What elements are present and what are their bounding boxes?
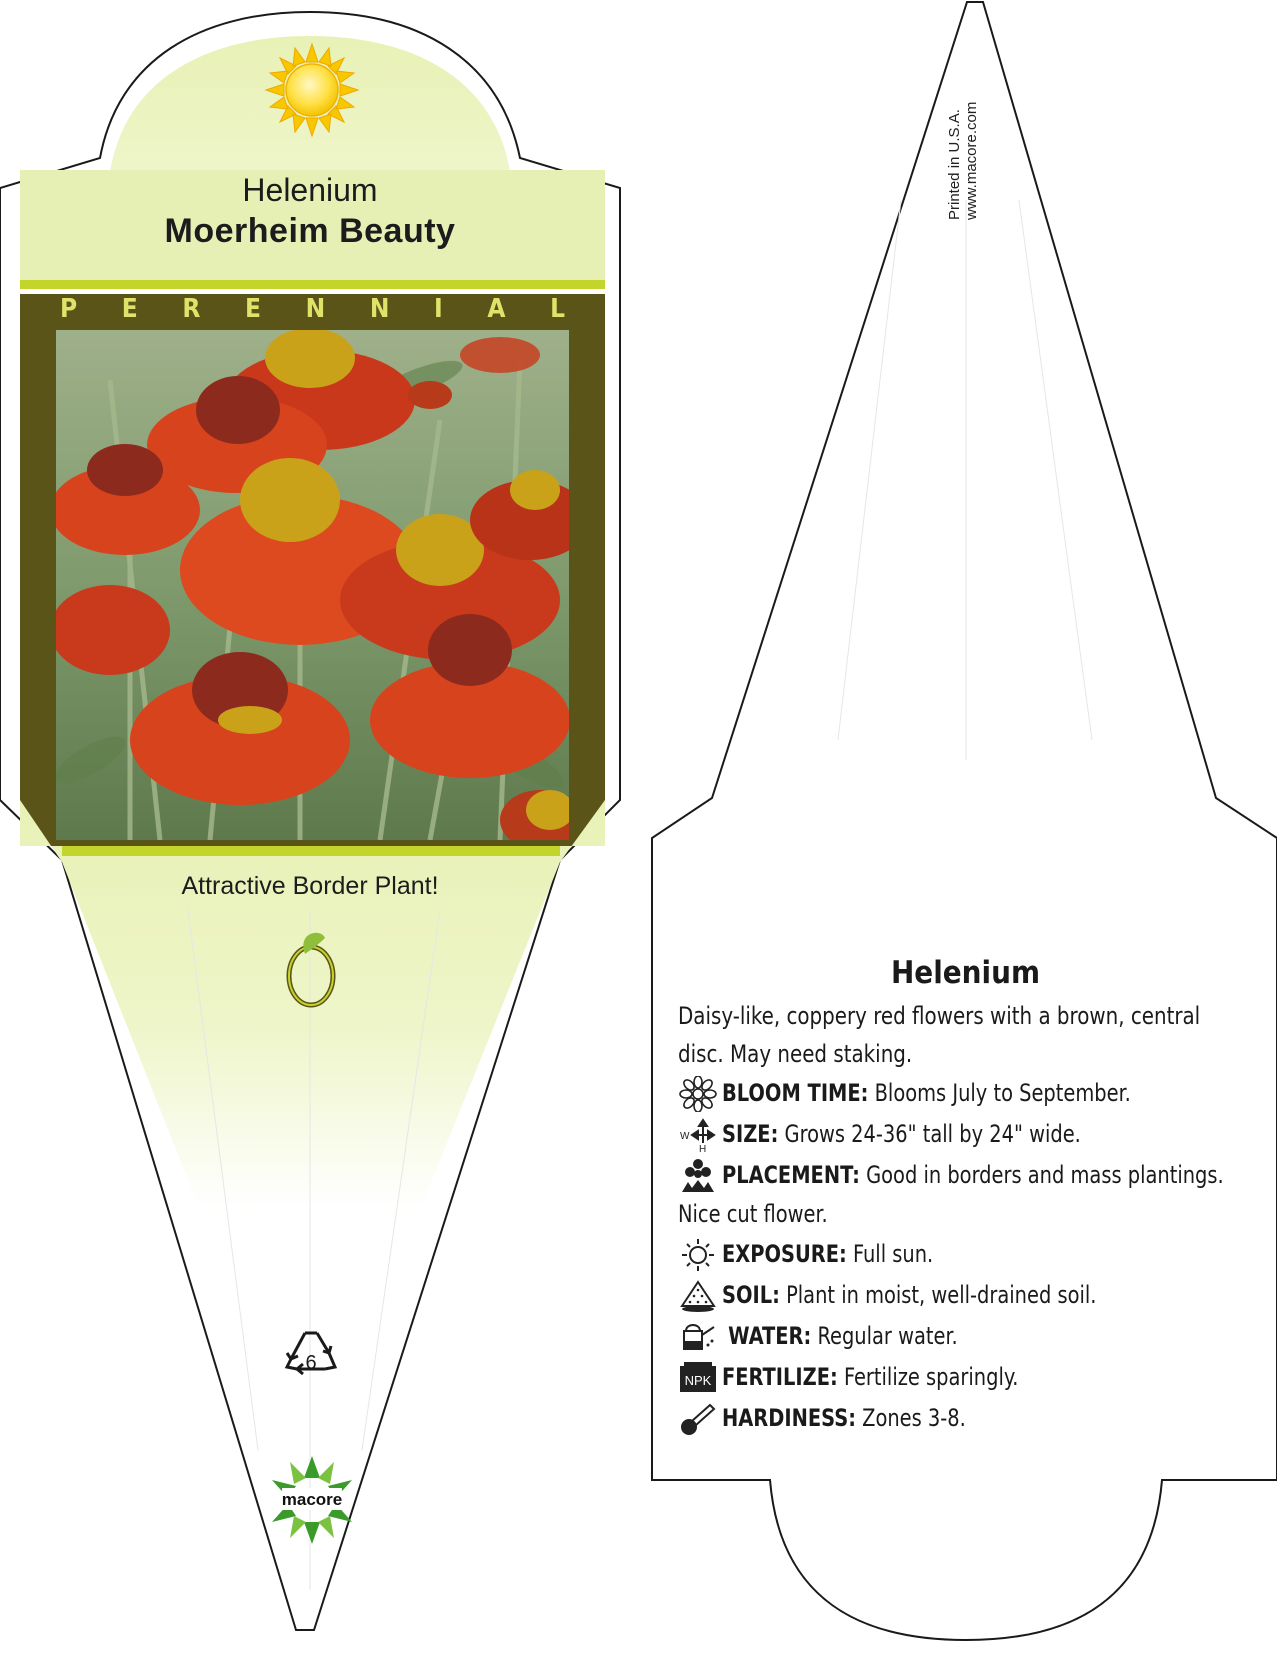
website: www.macore.com <box>963 101 980 220</box>
care-text: Zones 3-8. <box>862 1404 966 1432</box>
bloom-flower-icon <box>678 1076 722 1112</box>
care-row-exposure <box>678 1234 1268 1275</box>
plant-photo <box>48 328 590 850</box>
category-letter: P <box>60 294 78 324</box>
category-letter: L <box>550 294 565 324</box>
care-text: Plant in moist, well-drained soil. <box>786 1281 1097 1309</box>
care-row-placement <box>678 1155 1268 1196</box>
plant-tagline: Attractive Border Plant! <box>181 872 439 900</box>
category-letter: E <box>245 294 261 324</box>
category-letter: N <box>369 294 390 324</box>
plant-category <box>50 294 575 324</box>
size-arrows-icon <box>678 1117 722 1153</box>
care-row-size <box>678 1114 1268 1155</box>
size-h-label: H <box>699 1143 707 1153</box>
lime-divider-top <box>20 280 605 289</box>
care-row-soil <box>678 1275 1268 1316</box>
printer-info <box>946 50 980 220</box>
category-letter: R <box>182 294 201 324</box>
sun-icon <box>266 44 358 136</box>
care-row-hardiness <box>678 1398 1268 1439</box>
plant-cultivar: Moerheim Beauty <box>164 212 456 250</box>
care-label: FERTILIZE: <box>722 1363 838 1391</box>
care-label: BLOOM TIME: <box>722 1079 869 1107</box>
placement-icon <box>678 1158 722 1194</box>
care-label: SOIL: <box>722 1281 780 1309</box>
care-label: SIZE: <box>722 1120 779 1148</box>
plant-genus: Helenium <box>242 172 378 208</box>
care-row-water <box>678 1316 1268 1357</box>
care-text: Full sun. <box>852 1240 934 1268</box>
care-text: Fertilize sparingly. <box>843 1363 1019 1391</box>
placement-continued: Nice cut flower. <box>678 1200 828 1228</box>
category-letter: E <box>121 294 138 324</box>
category-letter: N <box>305 294 326 324</box>
care-label: EXPOSURE: <box>722 1240 847 1268</box>
recycle-number: 6 <box>305 1352 317 1374</box>
size-w-label: W <box>680 1130 690 1142</box>
care-text: Good in borders and mass plantings. <box>866 1161 1224 1189</box>
care-text: Regular water. <box>817 1322 958 1350</box>
plant-description: Daisy-like, coppery red flowers with a brown, central disc. May need staking. <box>678 1002 1201 1068</box>
npk-label: NPK <box>684 1372 712 1388</box>
printed-in: Printed in U.S.A. <box>946 109 963 220</box>
category-letter: I <box>434 294 443 324</box>
care-info <box>678 955 1268 1439</box>
care-text: Grows 24-36" tall by 24" wide. <box>784 1120 1081 1148</box>
soil-pile-icon <box>678 1278 722 1314</box>
care-label: WATER: <box>728 1322 812 1350</box>
care-row-fertilize <box>678 1357 1268 1398</box>
care-row-bloom <box>678 1073 1268 1114</box>
lime-divider-bottom <box>62 846 560 856</box>
care-text: Blooms July to September. <box>874 1079 1131 1107</box>
watering-can-icon <box>678 1319 722 1355</box>
npk-fertilizer-icon <box>678 1360 722 1396</box>
care-title: Helenium <box>890 955 1041 991</box>
exposure-sun-icon <box>678 1237 722 1273</box>
brand-name: macore <box>281 1490 343 1509</box>
care-label: PLACEMENT: <box>722 1161 860 1189</box>
care-label: HARDINESS: <box>722 1404 856 1432</box>
thermometer-icon <box>678 1401 722 1437</box>
category-letter: A <box>487 294 506 324</box>
